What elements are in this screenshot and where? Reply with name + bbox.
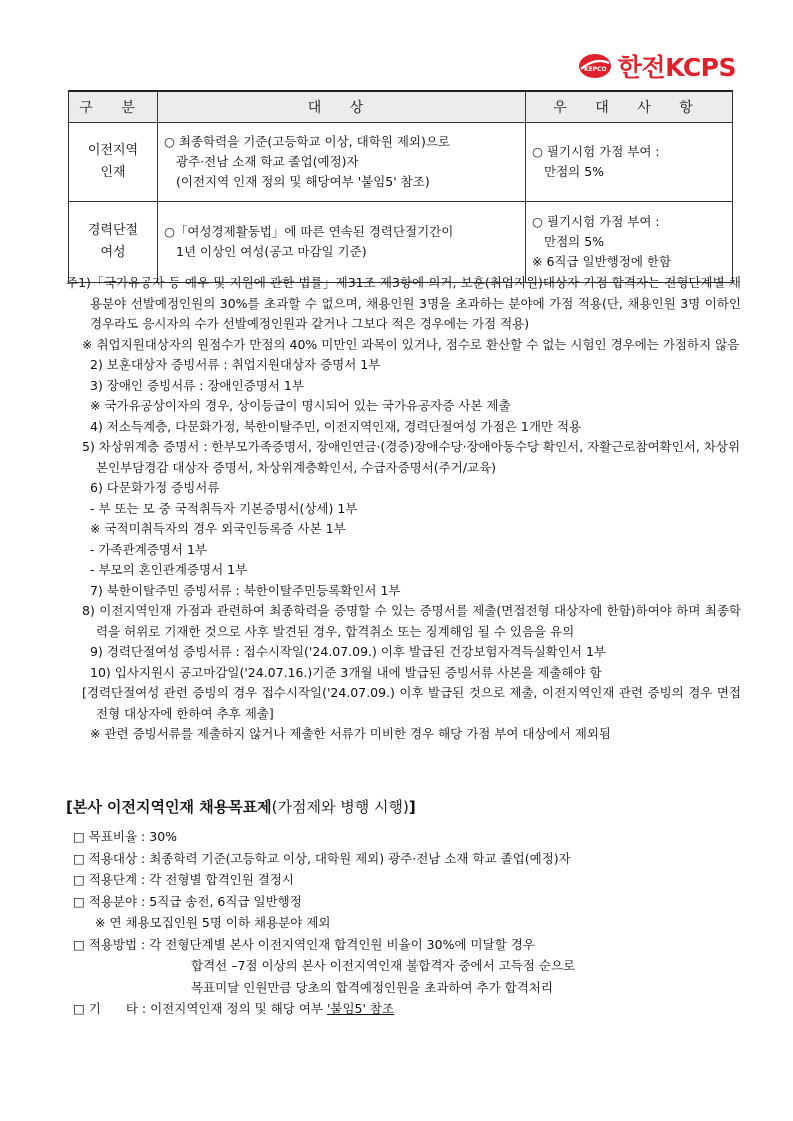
list-item-field-remark: ※ 연 채용모집인원 5명 이하 채용분야 제외 [95, 915, 331, 930]
note-10: 10) 입사지원시 공고마감일('24.07.16.)기준 3개월 내에 발급된 증빙서류 사본을 제출해야 함 [90, 664, 602, 680]
row-target: ○「여성경제활동법」에 따른 연속된 경력단절기간이 1년 이상인 여성(공고 마감일 기준) [158, 202, 526, 283]
note-6-item: - 가족관계증명서 1부 [90, 541, 208, 557]
note-7: 7) 북한이탈주민 증빙서류 : 북한이탈주민등록확인서 1부 [90, 582, 401, 598]
note-1: 주1)「국가유공자 등 예우 및 지원에 관한 법률」제31조 제3항에 의거, 보훈(취업지원)대상자 가점 합격자는 전형단계별 채용분야 선발예정인원의 30%를 초과할 수 없으며, 채용인원 3명을 초과하는 분야에 가점 적용(단, 채용인원 3명 이하인 경우라도 응시자의 수가 선발예정인원과 같거나 그보다 적은 경우에는 가점 적용) [66, 275, 741, 331]
note-6: 6) 다문화가정 증빙서류 [90, 480, 220, 495]
note-final-remark: ※ 관련 증빙서류를 제출하지 않거나 제출한 서류가 미비한 경우 해당 가점 부여 대상에서 제외됨 [90, 726, 611, 741]
logo-text: 한전KCPS [617, 53, 736, 82]
note-2: 2) 보훈대상자 증빙서류 : 취업지원대상자 증명서 1부 [90, 357, 381, 372]
row-category: 경력단절 여성 [69, 202, 158, 283]
header-preference: 우 대 사 항 [526, 91, 733, 123]
table-row [69, 123, 733, 202]
logo-mark-text: KEPCO [583, 66, 607, 73]
note-9: 9) 경력단절여성 증빙서류 : 접수시작일('24.07.09.) 이후 발급된 건강보험자격득실확인서 1부 [90, 644, 607, 659]
list-item-method-line2: 합격선 –7점 이상의 본사 이전지역인재 불합격자 중에서 고득점 순으로 [191, 958, 576, 973]
table-row [69, 202, 733, 283]
note-6-remark: ※ 국적미취득자의 경우 외국인등록증 사본 1부 [90, 521, 346, 536]
header-target: 대 상 [158, 91, 526, 123]
list-item-apply-method: □ 적용방법 : 각 전형단계별 본사 이전지역인재 합격인원 비율이 30%에 미달할 경우 [73, 936, 535, 952]
note-5: 5) 차상위계층 증명서 : 한부모가족증명서, 장애인연금·(경증)장애수당·장애아동수당 확인서, 자활근로참여확인서, 차상위 본인부담경감 대상자 증명서, 차상위계층확인서, 수급자증명서(주거/교육) [82, 439, 741, 475]
list-item-apply-stage: □ 적용단계 : 각 전형별 합격인원 결정시 [73, 872, 294, 887]
attachment-5-reference: '붙임5' 참조 [326, 1001, 395, 1016]
footnotes [66, 273, 741, 745]
list-item-other: □ 기 타 : 이전지역인재 정의 및 해당 여부 '붙임5' 참조 [73, 1001, 395, 1016]
row-category: 이전지역 인재 [69, 123, 158, 202]
note-3-remark: ※ 국가유공상이자의 경우, 상이등급이 명시되어 있는 국가유공자증 사본 제출 [90, 398, 511, 413]
note-6-item: - 부모의 혼인관계증명서 1부 [90, 562, 248, 577]
target-system-list [73, 826, 743, 1020]
preference-table [68, 90, 733, 283]
row-preference: ○ 필기시험 가점 부여 : 만점의 5% ※ 6직급 일반행정에 한함 [526, 202, 733, 283]
row-preference: ○ 필기시험 가점 부여 : 만점의 5% [526, 123, 733, 202]
note-4: 4) 저소득계층, 다문화가정, 북한이탈주민, 이전지역인재, 경력단절여성 가점은 1개만 적용 [90, 418, 582, 434]
kepco-logo-icon [578, 53, 612, 79]
list-item-method-line3: 목표미달 인원만큼 당초의 합격예정인원을 초과하여 추가 합격처리 [191, 979, 553, 995]
note-8: 8) 이전지역인재 가점과 관련하여 최종학력을 증명할 수 있는 증명서를 제출(면접전형 대상자에 한함)하여야 하며 최종학력을 허위로 기재한 것으로 사후 발견된 경우, 합격취소 또는 징계해임 될 수 있음을 유의 [82, 603, 741, 639]
list-item-apply-field: □ 적용분야 : 5직급 송전, 6직급 일반행정 [73, 893, 302, 909]
note-6-item: - 부 또는 모 중 국적취득자 기본증명서(상세) 1부 [90, 500, 358, 516]
note-10-detail: [경력단절여성 관련 증빙의 경우 접수시작일('24.07.09.) 이후 발급된 것으로 제출, 이전지역인재 관련 증빙의 경우 면접전형 대상자에 한하여 추후 제출] [82, 685, 741, 721]
list-item-target-scope: □ 적용대상 : 최종학력 기준(고등학교 이상, 대학원 제외) 광주·전남 소재 학교 졸업(예정)자 [73, 850, 571, 866]
header-category: 구 분 [69, 91, 158, 123]
list-item-target-ratio: □ 목표비율 : 30% [73, 829, 178, 844]
table-header-row [69, 91, 733, 123]
note-1-remark: ※ 취업지원대상자의 원점수가 만점의 40% 미만인 과목이 있거나, 점수로 환산할 수 없는 시험인 경우에는 가점하지 않음 [82, 336, 740, 352]
company-logo [578, 48, 736, 84]
section-title: [본사 이전지역인재 채용목표제(가점제와 병행 시행)] [66, 798, 416, 816]
row-target: ○ 최종학력을 기준(고등학교 이상, 대학원 제외)으로 광주·전남 소재 학교 졸업(예정)자 (이전지역 인재 정의 및 해당여부 '붙임5' 참조) [158, 123, 526, 202]
note-3: 3) 장애인 증빙서류 : 장애인증명서 1부 [90, 377, 304, 393]
